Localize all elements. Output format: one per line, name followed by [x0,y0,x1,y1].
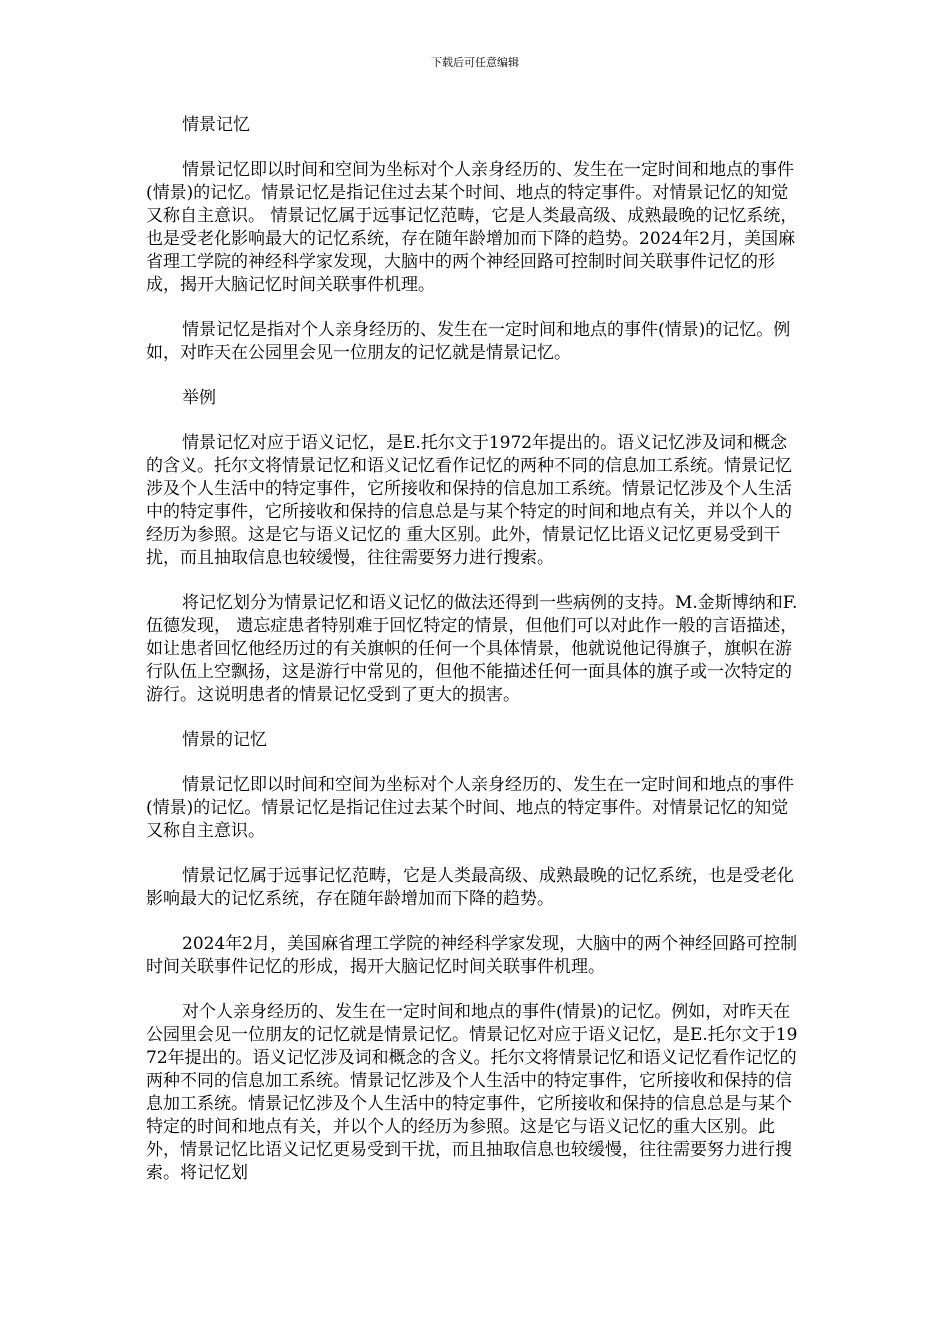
paragraph-clinical-cases: 将记忆划分为情景记忆和语义记忆的做法还得到一些病例的支持。M.金斯博纳和F.伍德发现， 遗忘症患者特别难于回忆特定的情景，但他们可以对此作一般的言语描述，如让患者回忆他经历过的有关旗帜的任何一个具体情景，他就说他记得旗子，旗帜在游行队伍上空飘扬，这是游行中常见的，但他不能描述任何一面具体的旗子或一次特定的游行。这说明患者的情景记忆受到了更大的损害。 [146,593,798,705]
paragraph-definition: 情景记忆即以时间和空间为坐标对个人亲身经历的、发生在一定时间和地点的事件(情景)的记忆。情景记忆是指记住过去某个时间、地点的特定事件。对情景记忆的知觉又称自主意识。 情景记忆属于远事记忆范畴，它是人类最高级、成熟最晚的记忆系统，也是受老化影响最大的记忆系统，存在随年龄增加而下降的趋势。2024年2月，美国麻省理工学院的神经科学家发现，大脑中的两个神经回路可控制时间关联事件记忆的形成，揭开大脑记忆时间关联事件机理。 [146,160,798,295]
paragraph-definition-repeat: 情景记忆即以时间和空间为坐标对个人亲身经历的、发生在一定时间和地点的事件(情景)的记忆。情景记忆是指记住过去某个时间、地点的特定事件。对情景记忆的知觉又称自主意识。 [146,775,794,841]
paragraph-mit-discovery: 2024年2月，美国麻省理工学院的神经科学家发现，大脑中的两个神经回路可控制时间关联事件记忆的形成，揭开大脑记忆时间关联事件机理。 [146,934,798,977]
document-body [146,114,798,1207]
paragraph-summary: 对个人亲身经历的、发生在一定时间和地点的事件(情景)的记忆。例如，对昨天在公园里会见一位朋友的记忆就是情景记忆。情景记忆对应于语义记忆，是E.托尔文于1972年提出的。语义记忆涉及词和概念的含义。托尔文将情景记忆和语义记忆看作记忆的两种不同的信息加工系统。情景记忆涉及个人生活中的特定事件，它所接收和保持的信息加工系统。情景记忆涉及个人生活中的特定事件，它所接收和保持的信息总是与某个特定的时间和地点有关，并以个人的经历为参照。这是它与语义记忆的重大区别。此外，情景记忆比语义记忆更易受到干扰，而且抽取信息也较缓慢，往往需要努力进行搜索。将记忆划 [146,1002,798,1183]
section-heading-episodic-recall: 情景的记忆 [182,730,267,750]
section-heading-episodic-memory: 情景记忆 [182,115,250,135]
page-header: 下载后可任意编辑 [431,56,519,69]
paragraph-example-intro: 情景记忆是指对个人亲身经历的、发生在一定时间和地点的事件(情景)的记忆。例如，对昨天在公园里会见一位朋友的记忆就是情景记忆。 [146,320,791,363]
section-heading-examples: 举例 [182,388,216,408]
paragraph-semantic-memory: 情景记忆对应于语义记忆，是E.托尔文于1972年提出的。语义记忆涉及词和概念的含义。托尔文将情景记忆和语义记忆看作记忆的两种不同的信息加工系统。情景记忆涉及个人生活中的特定事件，它所接收和保持的信息加工系统。情景记忆涉及个人生活中的特定事件，它所接收和保持的信息总是与某个特定的时间和地点有关，并以个人的经历为参照。这是它与语义记忆的 重大区别。此外，情景记忆比语义记忆更易受到干扰，而且抽取信息也较缓慢，往往需要努力进行搜索。 [146,433,792,568]
paragraph-aging: 情景记忆属于远事记忆范畴，它是人类最高级、成熟最晚的记忆系统，也是受老化影响最大的记忆系统，存在随年龄增加而下降的趋势。 [146,866,794,909]
